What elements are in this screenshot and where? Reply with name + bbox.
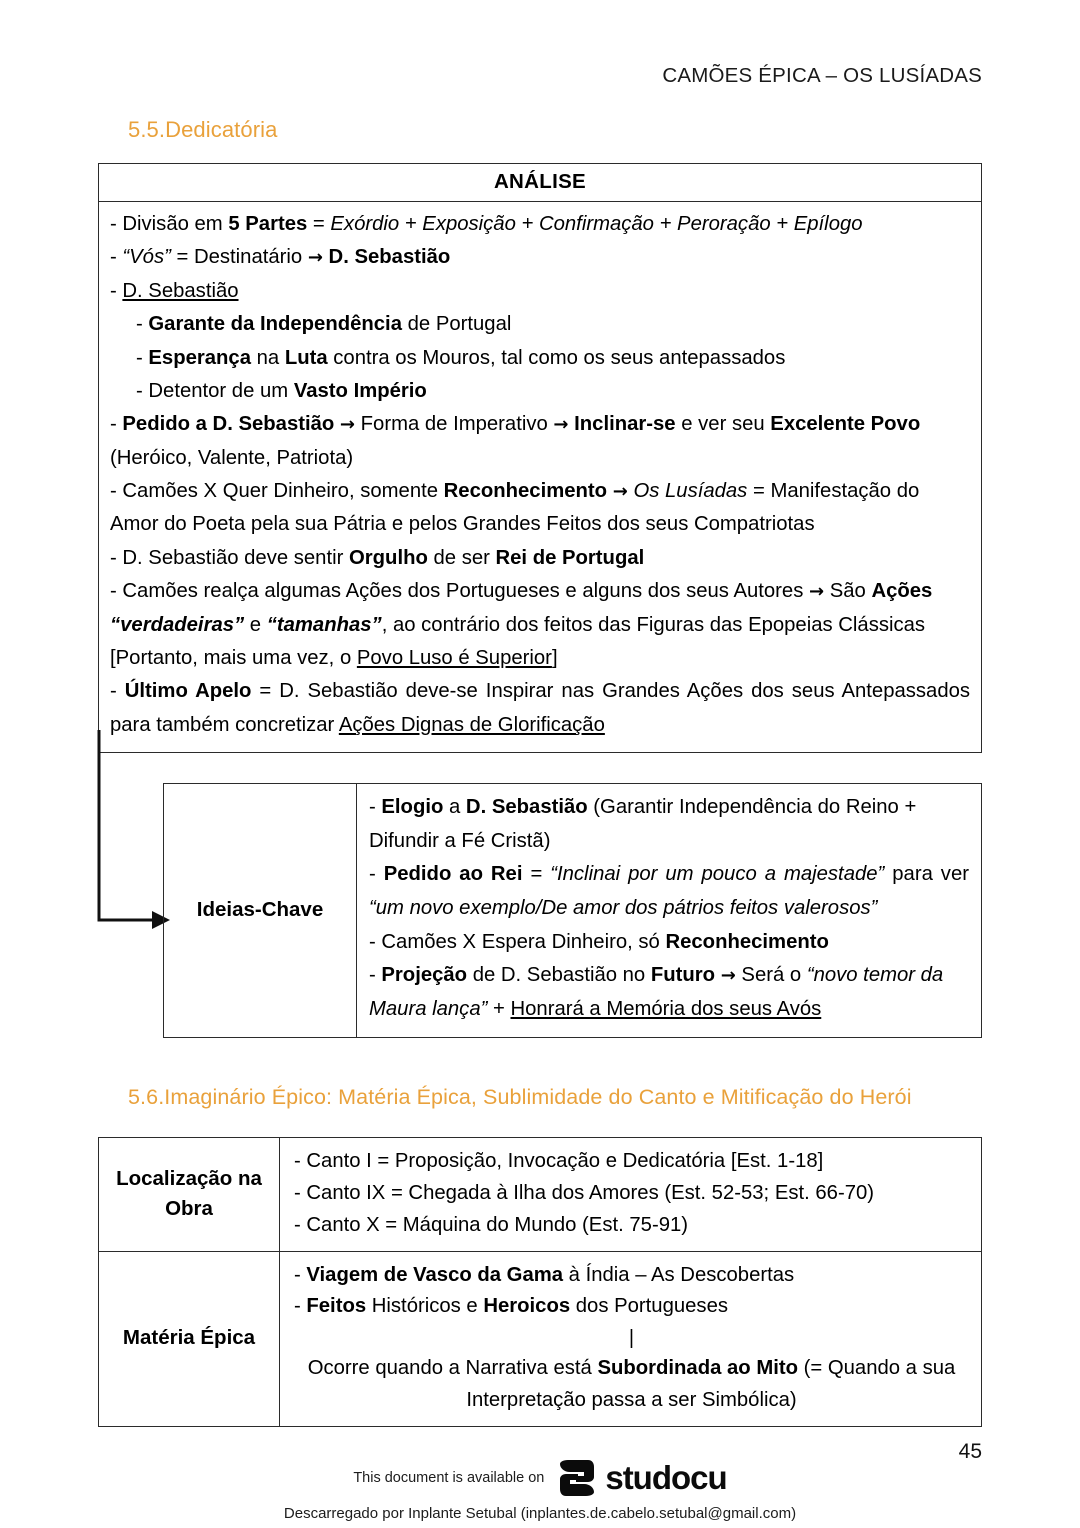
localizacao-line-1: - Canto I = Proposição, Invocação e Dedicatória [Est. 1-18]	[294, 1150, 824, 1172]
analise-line-8: - Camões X Quer Dinheiro, somente Reconhecimento → Os Lusíadas = Manifestação do Amor do Poeta pela sua Pátria e pelos Grandes Feitos dos seus Compatriotas	[110, 480, 920, 536]
right-arrow-icon: →	[339, 414, 356, 436]
page-number: 45	[958, 1440, 982, 1463]
downloaded-by-text: Descarregado por Inplante Setubal (inplantes.de.cabelo.setubal@gmail.com)	[283, 1505, 797, 1522]
right-arrow-icon: →	[612, 481, 628, 502]
section-heading-5-5: 5.5.Dedicatória	[128, 117, 278, 142]
table-row	[99, 164, 982, 202]
right-arrow-icon: →	[307, 247, 323, 269]
section-heading-5-6: 5.6.Imaginário Épico: Matéria Épica, Sublimidade do Canto e Mitificação do Herói	[128, 1085, 912, 1109]
ideias-line-3: - Camões X Espera Dinheiro, só Reconhecimento	[369, 930, 829, 953]
imaginario-epico-table	[98, 1137, 982, 1427]
availability-text: This document is available on	[353, 1470, 545, 1486]
studocu-wordmark: studocu	[605, 1459, 727, 1496]
localizacao-na-obra-content	[280, 1138, 982, 1252]
analise-line-10: - Camões realça algumas Ações dos Portugueses e alguns dos seus Autores → São Ações “verdadeiras” e “tamanhas”, ao contrário dos feitos das Figuras das Epopeias Clássicas [Portanto, mais uma vez, o Povo Luso é Superior]	[110, 580, 933, 669]
right-arrow-icon: →	[553, 414, 569, 436]
analise-line-7: - Pedido a D. Sebastião → Forma de Imperativo → Inclinar-se e ver seu Excelente Povo (Heróico, Valente, Patriota)	[110, 413, 921, 469]
table-row	[99, 1138, 982, 1252]
analise-line-4: - Garante da Independência de Portugal	[136, 313, 512, 336]
analise-line-3: - D. Sebastião	[110, 279, 239, 302]
studocu-logo	[558, 1458, 726, 1498]
right-arrow-icon: →	[808, 581, 825, 603]
analise-line-6: - Detentor de um Vasto Império	[136, 379, 427, 402]
materia-line-1: - Viagem de Vasco da Gama à Índia – As Descobertas	[294, 1263, 795, 1286]
analise-heading-cell: ANÁLISE	[99, 164, 982, 202]
materia-vertical-connector: |	[628, 1327, 635, 1350]
table-row	[99, 202, 982, 753]
document-running-header: CAMÕES ÉPICA – OS LUSÍADAS	[662, 64, 982, 87]
analise-line-11: - Último Apelo = D. Sebastião deve-se Inspirar nas Grandes Ações dos seus Antepassados para também concretizar Ações Dignas de Glorificação	[110, 680, 971, 736]
ideias-line-4: - Projeção de D. Sebastião no Futuro → Será o “novo temor da Maura lança” + Honrará a Memória dos seus Avós	[369, 964, 944, 1021]
ideias-chave-label-cell: Ideias-Chave	[164, 784, 357, 1038]
footer-watermark	[0, 1458, 1080, 1522]
materia-line-3: Ocorre quando a Narrativa está Subordinada ao Mito (= Quando a sua Interpretação passa a ser Simbólica)	[307, 1357, 956, 1412]
ideias-chave-content-cell	[357, 784, 982, 1038]
materia-line-2: - Feitos Históricos e Heroicos dos Portugueses	[294, 1295, 728, 1318]
table-row	[164, 784, 982, 1038]
analise-line-1: - Divisão em 5 Partes = Exórdio + Exposição + Confirmação + Peroração + Epílogo	[110, 213, 863, 235]
materia-epica-content	[280, 1251, 982, 1426]
localizacao-na-obra-label: Localização na Obra	[99, 1138, 280, 1252]
ideias-line-2: - Pedido ao Rei = “Inclinai por um pouco a majestade” para ver “um novo exemplo/De amor dos pátrios feitos valerosos”	[369, 863, 969, 920]
ideias-chave-table	[163, 783, 982, 1038]
analise-table	[98, 163, 982, 753]
analise-body-cell	[99, 202, 982, 753]
ideias-line-1: - Elogio a D. Sebastião (Garantir Independência do Reino + Difundir a Fé Cristã)	[369, 796, 917, 852]
localizacao-line-2: - Canto IX = Chegada à Ilha dos Amores (Est. 52-53; Est. 66-70)	[294, 1181, 875, 1204]
materia-epica-label: Matéria Épica	[99, 1251, 280, 1426]
analise-line-9: - D. Sebastião deve sentir Orgulho de ser Rei de Portugal	[110, 546, 645, 569]
localizacao-line-3: - Canto X = Máquina do Mundo (Est. 75-91)	[294, 1213, 689, 1236]
analise-line-5: - Esperança na Luta contra os Mouros, tal como os seus antepassados	[136, 346, 786, 369]
studocu-mark-icon	[558, 1458, 596, 1498]
analise-line-2: - “Vós” = Destinatário → D. Sebastião	[110, 246, 451, 269]
table-row	[99, 1251, 982, 1426]
footer-availability-row	[0, 1458, 1080, 1498]
right-arrow-icon: →	[720, 965, 736, 987]
